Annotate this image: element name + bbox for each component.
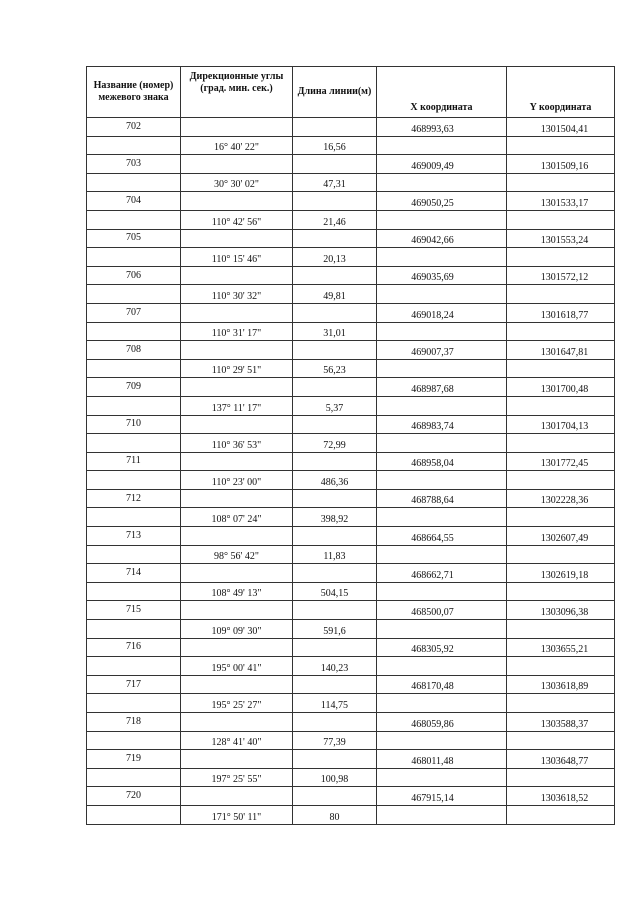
empty-cell — [181, 303, 293, 322]
line-length: 11,83 — [293, 545, 377, 564]
empty-cell — [87, 582, 181, 601]
empty-cell — [293, 378, 377, 397]
y-coordinate: 1303655,21 — [507, 638, 615, 657]
direction-angle: 30° 30' 02" — [181, 173, 293, 192]
x-coordinate: 469007,37 — [377, 341, 507, 360]
y-coordinate: 1303588,37 — [507, 713, 615, 732]
empty-cell — [293, 601, 377, 620]
point-row — [87, 118, 615, 137]
empty-cell — [377, 285, 507, 304]
segment-row — [87, 731, 615, 750]
empty-cell — [87, 471, 181, 490]
direction-angle: 137° 11' 17" — [181, 396, 293, 415]
point-row — [87, 266, 615, 285]
direction-angle: 108° 07' 24" — [181, 508, 293, 527]
x-coordinate: 467915,14 — [377, 787, 507, 806]
empty-cell — [507, 582, 615, 601]
coordinates-table — [86, 66, 615, 825]
point-name: 713 — [87, 527, 181, 546]
x-coordinate: 469035,69 — [377, 266, 507, 285]
x-coordinate: 468987,68 — [377, 378, 507, 397]
x-coordinate: 469009,49 — [377, 155, 507, 174]
empty-cell — [293, 118, 377, 137]
point-name: 719 — [87, 750, 181, 769]
empty-cell — [181, 489, 293, 508]
empty-cell — [181, 192, 293, 211]
empty-cell — [377, 322, 507, 341]
direction-angle: 110° 36' 53" — [181, 434, 293, 453]
direction-angle: 98° 56' 42" — [181, 545, 293, 564]
segment-row — [87, 694, 615, 713]
x-coordinate: 468170,48 — [377, 675, 507, 694]
empty-cell — [293, 675, 377, 694]
empty-cell — [181, 564, 293, 583]
point-name: 703 — [87, 155, 181, 174]
point-name: 711 — [87, 452, 181, 471]
y-coordinate: 1301704,13 — [507, 415, 615, 434]
empty-cell — [181, 601, 293, 620]
point-row — [87, 713, 615, 732]
empty-cell — [377, 136, 507, 155]
segment-row — [87, 248, 615, 267]
segment-row — [87, 285, 615, 304]
empty-cell — [87, 545, 181, 564]
line-length: 5,37 — [293, 396, 377, 415]
direction-angle: 110° 42' 56" — [181, 210, 293, 229]
line-length: 77,39 — [293, 731, 377, 750]
empty-cell — [87, 173, 181, 192]
segment-row — [87, 657, 615, 676]
line-length: 486,36 — [293, 471, 377, 490]
y-coordinate: 1302228,36 — [507, 489, 615, 508]
header-name: Название (номер) межевого знака — [87, 67, 181, 118]
y-coordinate: 1301700,48 — [507, 378, 615, 397]
empty-cell — [377, 731, 507, 750]
empty-cell — [293, 266, 377, 285]
empty-cell — [181, 675, 293, 694]
empty-cell — [377, 210, 507, 229]
line-length: 80 — [293, 805, 377, 824]
empty-cell — [293, 452, 377, 471]
point-name: 708 — [87, 341, 181, 360]
empty-cell — [181, 452, 293, 471]
segment-row — [87, 434, 615, 453]
empty-cell — [181, 155, 293, 174]
y-coordinate: 1303618,89 — [507, 675, 615, 694]
direction-angle: 110° 23' 00" — [181, 471, 293, 490]
point-name: 716 — [87, 638, 181, 657]
x-coordinate: 468059,86 — [377, 713, 507, 732]
point-row — [87, 378, 615, 397]
empty-cell — [87, 620, 181, 639]
y-coordinate: 1303096,38 — [507, 601, 615, 620]
empty-cell — [87, 508, 181, 527]
empty-cell — [507, 248, 615, 267]
empty-cell — [181, 638, 293, 657]
point-row — [87, 192, 615, 211]
survey-document — [86, 66, 614, 825]
empty-cell — [377, 657, 507, 676]
point-name: 717 — [87, 675, 181, 694]
point-row — [87, 155, 615, 174]
line-length: 114,75 — [293, 694, 377, 713]
line-length: 47,31 — [293, 173, 377, 192]
segment-row — [87, 508, 615, 527]
point-name: 718 — [87, 713, 181, 732]
line-length: 49,81 — [293, 285, 377, 304]
point-name: 707 — [87, 303, 181, 322]
empty-cell — [377, 359, 507, 378]
empty-cell — [507, 545, 615, 564]
table-header-row — [87, 67, 615, 118]
line-length: 20,13 — [293, 248, 377, 267]
empty-cell — [87, 359, 181, 378]
header-y: Y координата — [507, 67, 615, 118]
empty-cell — [87, 322, 181, 341]
empty-cell — [87, 805, 181, 824]
y-coordinate: 1303618,52 — [507, 787, 615, 806]
y-coordinate: 1301647,81 — [507, 341, 615, 360]
line-length: 21,46 — [293, 210, 377, 229]
y-coordinate: 1301533,17 — [507, 192, 615, 211]
empty-cell — [377, 545, 507, 564]
point-row — [87, 675, 615, 694]
empty-cell — [507, 210, 615, 229]
y-coordinate: 1301618,77 — [507, 303, 615, 322]
point-row — [87, 229, 615, 248]
empty-cell — [87, 768, 181, 787]
empty-cell — [293, 750, 377, 769]
line-length: 140,23 — [293, 657, 377, 676]
empty-cell — [507, 136, 615, 155]
point-row — [87, 303, 615, 322]
empty-cell — [181, 787, 293, 806]
x-coordinate: 468958,04 — [377, 452, 507, 471]
empty-cell — [293, 155, 377, 174]
point-name: 712 — [87, 489, 181, 508]
x-coordinate: 469042,66 — [377, 229, 507, 248]
y-coordinate: 1303648,77 — [507, 750, 615, 769]
x-coordinate: 468011,48 — [377, 750, 507, 769]
empty-cell — [181, 713, 293, 732]
direction-angle: 195° 25' 27" — [181, 694, 293, 713]
empty-cell — [87, 396, 181, 415]
empty-cell — [507, 805, 615, 824]
line-length: 72,99 — [293, 434, 377, 453]
empty-cell — [377, 471, 507, 490]
x-coordinate: 468305,92 — [377, 638, 507, 657]
y-coordinate: 1301772,45 — [507, 452, 615, 471]
empty-cell — [377, 805, 507, 824]
empty-cell — [377, 248, 507, 267]
x-coordinate: 468664,55 — [377, 527, 507, 546]
segment-row — [87, 545, 615, 564]
empty-cell — [293, 229, 377, 248]
direction-angle: 128° 41' 40" — [181, 731, 293, 750]
segment-row — [87, 173, 615, 192]
empty-cell — [507, 694, 615, 713]
direction-angle: 110° 15' 46" — [181, 248, 293, 267]
empty-cell — [507, 471, 615, 490]
empty-cell — [87, 694, 181, 713]
line-length: 591,6 — [293, 620, 377, 639]
empty-cell — [87, 136, 181, 155]
line-length: 16,56 — [293, 136, 377, 155]
empty-cell — [377, 694, 507, 713]
direction-angle: 108° 49' 13" — [181, 582, 293, 601]
segment-row — [87, 396, 615, 415]
point-row — [87, 527, 615, 546]
empty-cell — [507, 173, 615, 192]
segment-row — [87, 210, 615, 229]
direction-angle: 195° 00' 41" — [181, 657, 293, 676]
empty-cell — [181, 341, 293, 360]
point-name: 704 — [87, 192, 181, 211]
empty-cell — [181, 415, 293, 434]
direction-angle: 16° 40' 22" — [181, 136, 293, 155]
empty-cell — [87, 210, 181, 229]
segment-row — [87, 136, 615, 155]
line-length: 56,23 — [293, 359, 377, 378]
segment-row — [87, 359, 615, 378]
empty-cell — [181, 527, 293, 546]
point-row — [87, 564, 615, 583]
segment-row — [87, 582, 615, 601]
y-coordinate: 1302607,49 — [507, 527, 615, 546]
empty-cell — [181, 750, 293, 769]
segment-row — [87, 805, 615, 824]
empty-cell — [181, 118, 293, 137]
y-coordinate: 1301553,24 — [507, 229, 615, 248]
point-name: 710 — [87, 415, 181, 434]
point-name: 714 — [87, 564, 181, 583]
segment-row — [87, 322, 615, 341]
table-body — [87, 118, 615, 825]
empty-cell — [377, 768, 507, 787]
empty-cell — [507, 434, 615, 453]
header-x: X координата — [377, 67, 507, 118]
empty-cell — [507, 396, 615, 415]
x-coordinate: 468662,71 — [377, 564, 507, 583]
direction-angle: 110° 29' 51" — [181, 359, 293, 378]
empty-cell — [87, 434, 181, 453]
x-coordinate: 468993,63 — [377, 118, 507, 137]
empty-cell — [507, 731, 615, 750]
empty-cell — [507, 285, 615, 304]
point-name: 705 — [87, 229, 181, 248]
x-coordinate: 469050,25 — [377, 192, 507, 211]
empty-cell — [507, 322, 615, 341]
empty-cell — [507, 508, 615, 527]
y-coordinate: 1302619,18 — [507, 564, 615, 583]
point-row — [87, 415, 615, 434]
point-row — [87, 750, 615, 769]
empty-cell — [507, 620, 615, 639]
direction-angle: 110° 30' 32" — [181, 285, 293, 304]
x-coordinate: 468983,74 — [377, 415, 507, 434]
empty-cell — [377, 582, 507, 601]
y-coordinate: 1301572,12 — [507, 266, 615, 285]
direction-angle: 197° 25' 55" — [181, 768, 293, 787]
empty-cell — [293, 638, 377, 657]
empty-cell — [293, 489, 377, 508]
segment-row — [87, 471, 615, 490]
empty-cell — [181, 266, 293, 285]
line-length: 100,98 — [293, 768, 377, 787]
y-coordinate: 1301509,16 — [507, 155, 615, 174]
line-length: 398,92 — [293, 508, 377, 527]
point-row — [87, 601, 615, 620]
x-coordinate: 469018,24 — [377, 303, 507, 322]
direction-angle: 110° 31' 17" — [181, 322, 293, 341]
point-name: 720 — [87, 787, 181, 806]
x-coordinate: 468788,64 — [377, 489, 507, 508]
line-length: 31,01 — [293, 322, 377, 341]
empty-cell — [87, 248, 181, 267]
empty-cell — [377, 173, 507, 192]
empty-cell — [293, 415, 377, 434]
segment-row — [87, 620, 615, 639]
empty-cell — [87, 285, 181, 304]
point-row — [87, 787, 615, 806]
empty-cell — [507, 359, 615, 378]
point-row — [87, 638, 615, 657]
line-length: 504,15 — [293, 582, 377, 601]
y-coordinate: 1301504,41 — [507, 118, 615, 137]
empty-cell — [507, 657, 615, 676]
empty-cell — [377, 396, 507, 415]
point-row — [87, 452, 615, 471]
segment-row — [87, 768, 615, 787]
header-angle: Дирекционные углы (град. мин. сек.) — [181, 67, 293, 118]
empty-cell — [181, 229, 293, 248]
point-name: 709 — [87, 378, 181, 397]
empty-cell — [293, 192, 377, 211]
empty-cell — [293, 527, 377, 546]
empty-cell — [87, 657, 181, 676]
empty-cell — [293, 564, 377, 583]
empty-cell — [293, 341, 377, 360]
header-length: Длина линии(м) — [293, 67, 377, 118]
empty-cell — [377, 508, 507, 527]
empty-cell — [507, 768, 615, 787]
empty-cell — [181, 378, 293, 397]
point-row — [87, 341, 615, 360]
direction-angle: 109° 09' 30" — [181, 620, 293, 639]
point-name: 715 — [87, 601, 181, 620]
empty-cell — [293, 713, 377, 732]
empty-cell — [293, 303, 377, 322]
direction-angle: 171° 50' 11" — [181, 805, 293, 824]
point-row — [87, 489, 615, 508]
empty-cell — [293, 787, 377, 806]
x-coordinate: 468500,07 — [377, 601, 507, 620]
empty-cell — [377, 434, 507, 453]
point-name: 706 — [87, 266, 181, 285]
empty-cell — [377, 620, 507, 639]
empty-cell — [87, 731, 181, 750]
point-name: 702 — [87, 118, 181, 137]
